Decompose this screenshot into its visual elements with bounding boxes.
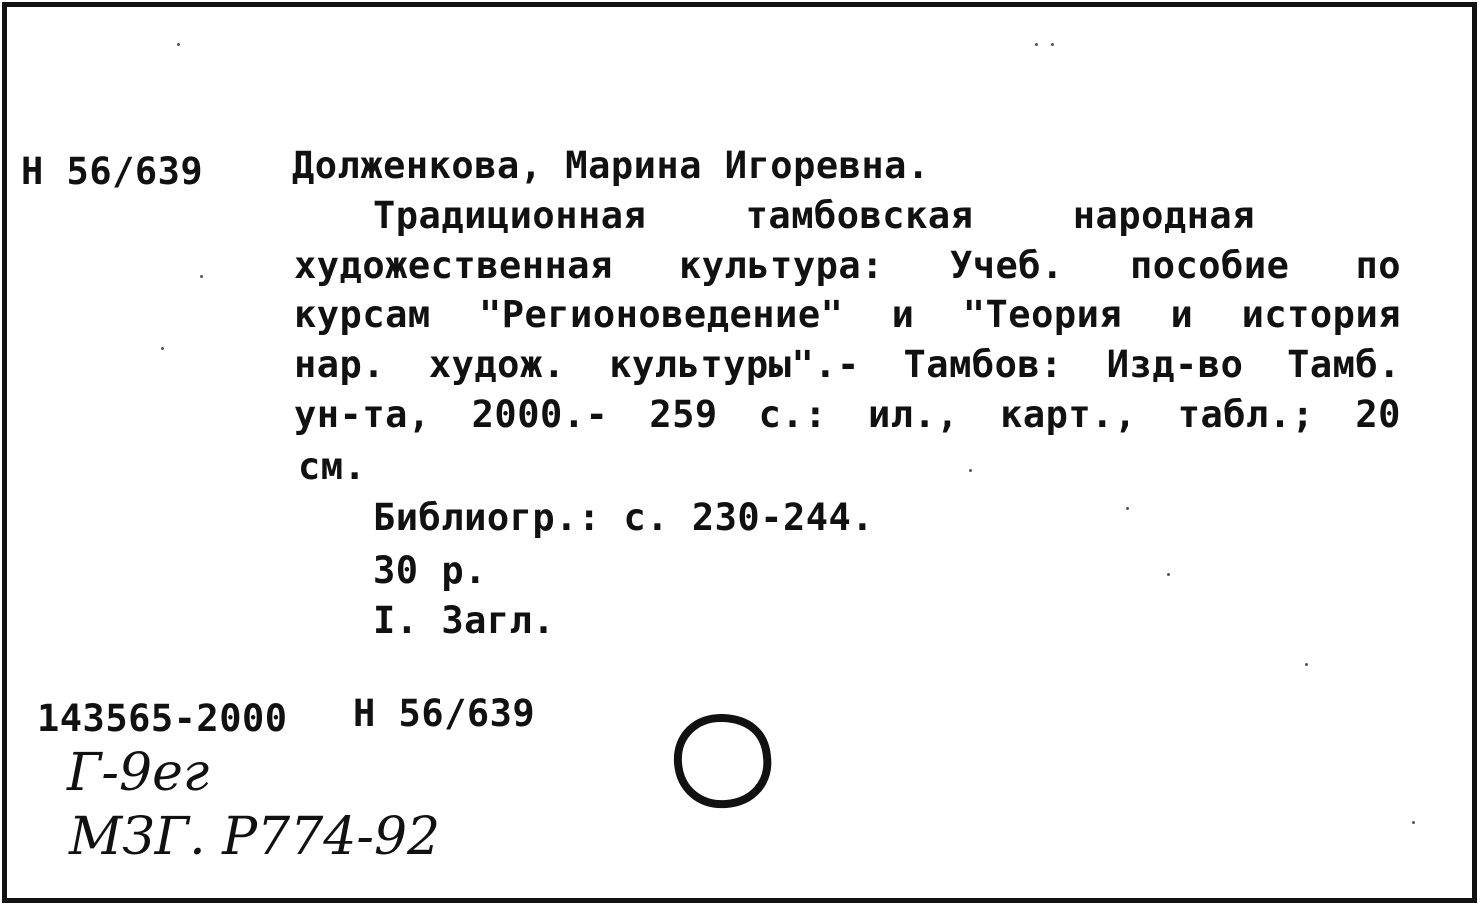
title-word: история (1241, 293, 1401, 336)
title-word: и (1170, 293, 1194, 336)
title-word: Учеб. (949, 244, 1064, 287)
paper-speck (1412, 821, 1415, 824)
title-word: по (1355, 244, 1401, 287)
paper-speck (1167, 573, 1170, 576)
title-word: Тамб. (1287, 343, 1401, 386)
paper-speck (161, 347, 164, 350)
handwritten-note-2: МЗГ. Р774-92 (69, 807, 441, 867)
title-line-3 (294, 293, 1401, 336)
tracing: I. Загл. (373, 599, 556, 642)
title-word: нар. (294, 343, 386, 386)
title-word: Изд-во (1106, 343, 1244, 386)
title-word: карт., (1000, 393, 1137, 436)
price: 30 р. (373, 549, 487, 592)
title-word: Тамбов: (903, 343, 1063, 386)
title-word: с.: (758, 393, 827, 436)
paper-speck (1126, 507, 1129, 510)
author-heading: Долженкова, Марина Игоревна. (292, 144, 930, 187)
handwritten-note-1: Г-9ег (67, 743, 210, 803)
paper-speck (1051, 43, 1054, 46)
bibliography-note: Библиогр.: с. 230-244. (373, 496, 875, 539)
paper-speck (177, 43, 180, 46)
title-word: народная (1072, 194, 1255, 237)
title-line-4 (294, 343, 1401, 386)
title-word: 2000.- (471, 393, 609, 436)
paper-speck (200, 275, 203, 278)
title-line-2 (294, 244, 1401, 287)
title-word: табл.; (1177, 393, 1315, 436)
title-word: и (891, 293, 915, 336)
title-line-6: см. (298, 445, 367, 488)
call-number-bottom: Н 56/639 (353, 692, 536, 735)
title-word: курсам (294, 293, 431, 336)
title-word: "Теория (962, 293, 1123, 336)
title-word: культура: (678, 244, 884, 287)
title-word: Традиционная (373, 194, 647, 237)
title-word: культуры".- (609, 343, 860, 386)
title-word: 20 (1355, 393, 1401, 436)
title-line-5 (294, 393, 1401, 436)
title-word: худож. (428, 343, 566, 386)
paper-speck (1035, 43, 1038, 46)
title-word: ил., (867, 393, 960, 436)
title-word: художественная (294, 244, 613, 287)
call-number: Н 56/639 (21, 150, 204, 193)
title-word: ун-та, (294, 393, 431, 436)
paper-speck (969, 469, 972, 472)
paper-speck (1305, 663, 1308, 666)
inventory-number: 143565-2000 (37, 697, 288, 740)
title-word: 259 (649, 393, 718, 436)
title-line-1 (373, 194, 1255, 237)
punch-hole (668, 706, 778, 816)
title-word: тамбовская (745, 194, 974, 237)
title-word: "Регионоведение" (478, 293, 844, 336)
title-word: пособие (1129, 244, 1290, 287)
